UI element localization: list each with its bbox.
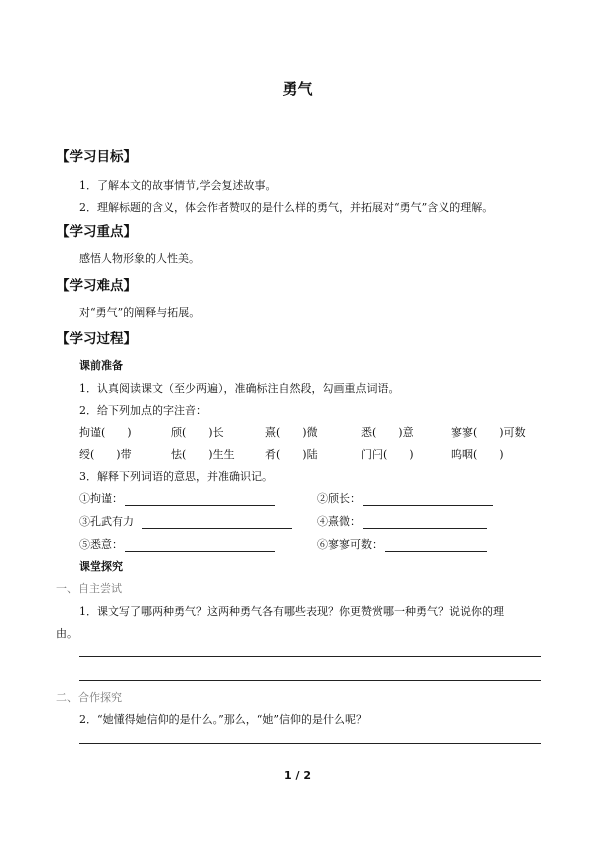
answer-line[interactable] [79,680,541,681]
answer-blank[interactable] [363,494,493,506]
question-1-line-2: 由。 [56,627,78,640]
def-item-4 [317,513,487,529]
answer-blank[interactable] [385,540,487,552]
def-label: ⑤悉意： [79,538,123,551]
part1-heading: 一、自主尝试 [56,582,122,595]
def-label: ②颀长： [317,492,361,505]
def-item-2 [317,490,493,506]
prep-label: 课前准备 [79,359,123,372]
page-number: 1 / 2 [284,769,311,782]
answer-blank[interactable] [125,494,275,506]
explore-label: 课堂探究 [79,560,123,573]
pinyin-item: 寥寥( )可数 [451,426,526,439]
answer-blank[interactable] [363,517,487,529]
def-item-5 [79,536,275,552]
pinyin-item: 颀( )长 [171,426,224,439]
goal-item-2: 2．理解标题的含义，体会作者赞叹的是什么样的勇气，并拓展对“勇气”含义的理解。 [79,201,494,214]
page-title: 勇气 [282,80,313,98]
answer-blank[interactable] [142,517,292,529]
def-label: ③孔武有力 [79,515,134,528]
heading-key: 【学习重点】 [56,224,137,240]
def-item-1 [79,490,275,506]
pinyin-item: 悉( )意 [361,426,414,439]
pinyin-item: 怯( )生生 [171,448,235,461]
difficult-text: 对“勇气”的阐释与拓展。 [79,306,201,319]
prep-step-2: 2．给下列加点的字注音： [79,404,207,417]
heading-difficult: 【学习难点】 [56,278,137,294]
answer-line[interactable] [79,743,541,744]
pinyin-item: 门闩( ) [361,448,414,461]
answer-blank[interactable] [125,540,275,552]
def-item-3 [79,513,292,529]
pinyin-row-2 [79,446,539,462]
pinyin-item: 肴( )陆 [265,448,318,461]
pinyin-item: 呜咽( ) [451,448,504,461]
heading-goals: 【学习目标】 [56,149,137,165]
def-item-6 [317,536,487,552]
pinyin-item: 拘谨( ) [79,426,132,439]
pinyin-item: 绶( )带 [79,448,132,461]
def-label: ④熹微： [317,515,361,528]
answer-line[interactable] [79,656,541,657]
goal-item-1: 1．了解本文的故事情节,学会复述故事。 [79,179,277,192]
pinyin-row-1 [79,424,539,440]
question-2: 2．“她懂得她信仰的是什么。”那么，“她”信仰的是什么呢？ [79,713,367,726]
question-1-line-1: 1．课文写了哪两种勇气？这两种勇气各有哪些表现？你更赞赏哪一种勇气？说说你的理 [79,605,504,618]
def-label: ⑥寥寥可数： [317,538,383,551]
prep-step-3: 3．解释下列词语的意思，并准确识记。 [79,470,273,483]
heading-process: 【学习过程】 [56,331,137,347]
def-label: ①拘谨： [79,492,123,505]
pinyin-item: 熹( )微 [265,426,318,439]
key-text: 感悟人物形象的人性美。 [79,252,200,265]
prep-step-1: 1．认真阅读课文（至少两遍），准确标注自然段，勾画重点词语。 [79,382,400,395]
part2-heading: 二、合作探究 [56,691,122,704]
